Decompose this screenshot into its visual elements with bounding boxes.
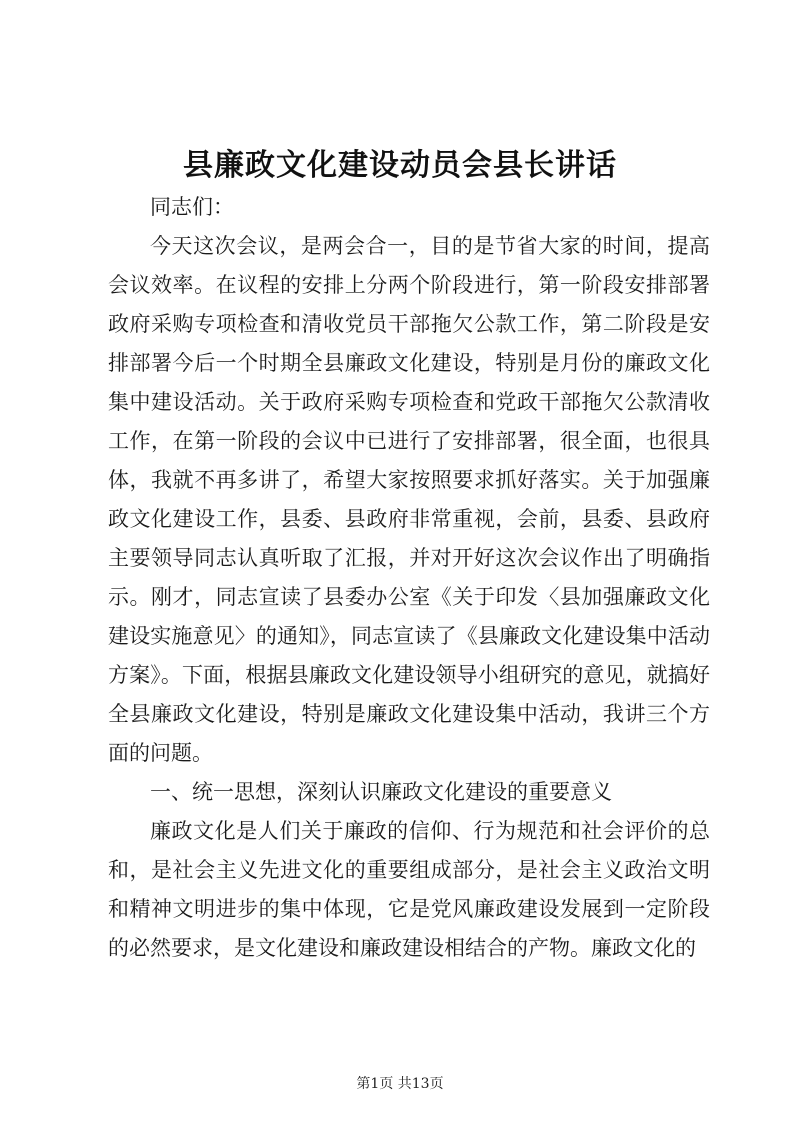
body-paragraph: 廉政文化是人们关于廉政的信仰、行为规范和社会评价的总和，是社会主义先进文化的重要组成部分，是社会主义政治文明和精神文明进步的集中体现，它是党风廉政建设发展到一定阶段的必然要求，是文化建设和廉政建设相结合的产物。廉政文化的: [108, 819, 710, 960]
page-number-footer: 第1页 共13页: [356, 1076, 444, 1092]
salutation-paragraph: 同志们：: [150, 195, 234, 219]
page-title: 县廉政文化建设动员会县长讲话: [183, 148, 617, 183]
body-paragraph: 今天这次会议，是两会合一，目的是节省大家的时间，提高会议效率。在议程的安排上分两个阶段进行，第一阶段安排部署政府采购专项检查和清收党员干部拖欠公款工作，第二阶段是安排部署今后一个时期全县廉政文化建设，特别是月份的廉政文化集中建设活动。关于政府采购专项检查和党政干部拖欠公款清收工作，在第一阶段的会议中已进行了安排部署，很全面，也很具体，我就不再多讲了，希望大家按照要求抓好落实。关于加强廉政文化建设工作，县委、县政府非常重视，会前，县委、县政府主要领导同志认真听取了汇报，并对开好这次会议作出了明确指示。刚才，同志宣读了县委办公室《关于印发〈县加强廉政文化建设实施意见〉的通知》，同志宣读了《县廉政文化建设集中活动方案》。下面，根据县廉政文化建设领导小组研究的意见，就搞好全县廉政文化建设，特别是廉政文化建设集中活动，我讲三个方面的问题。: [108, 234, 710, 765]
section-heading: 一、统一思想，深刻认识廉政文化建设的重要意义: [150, 780, 612, 804]
document-body: [108, 188, 710, 968]
